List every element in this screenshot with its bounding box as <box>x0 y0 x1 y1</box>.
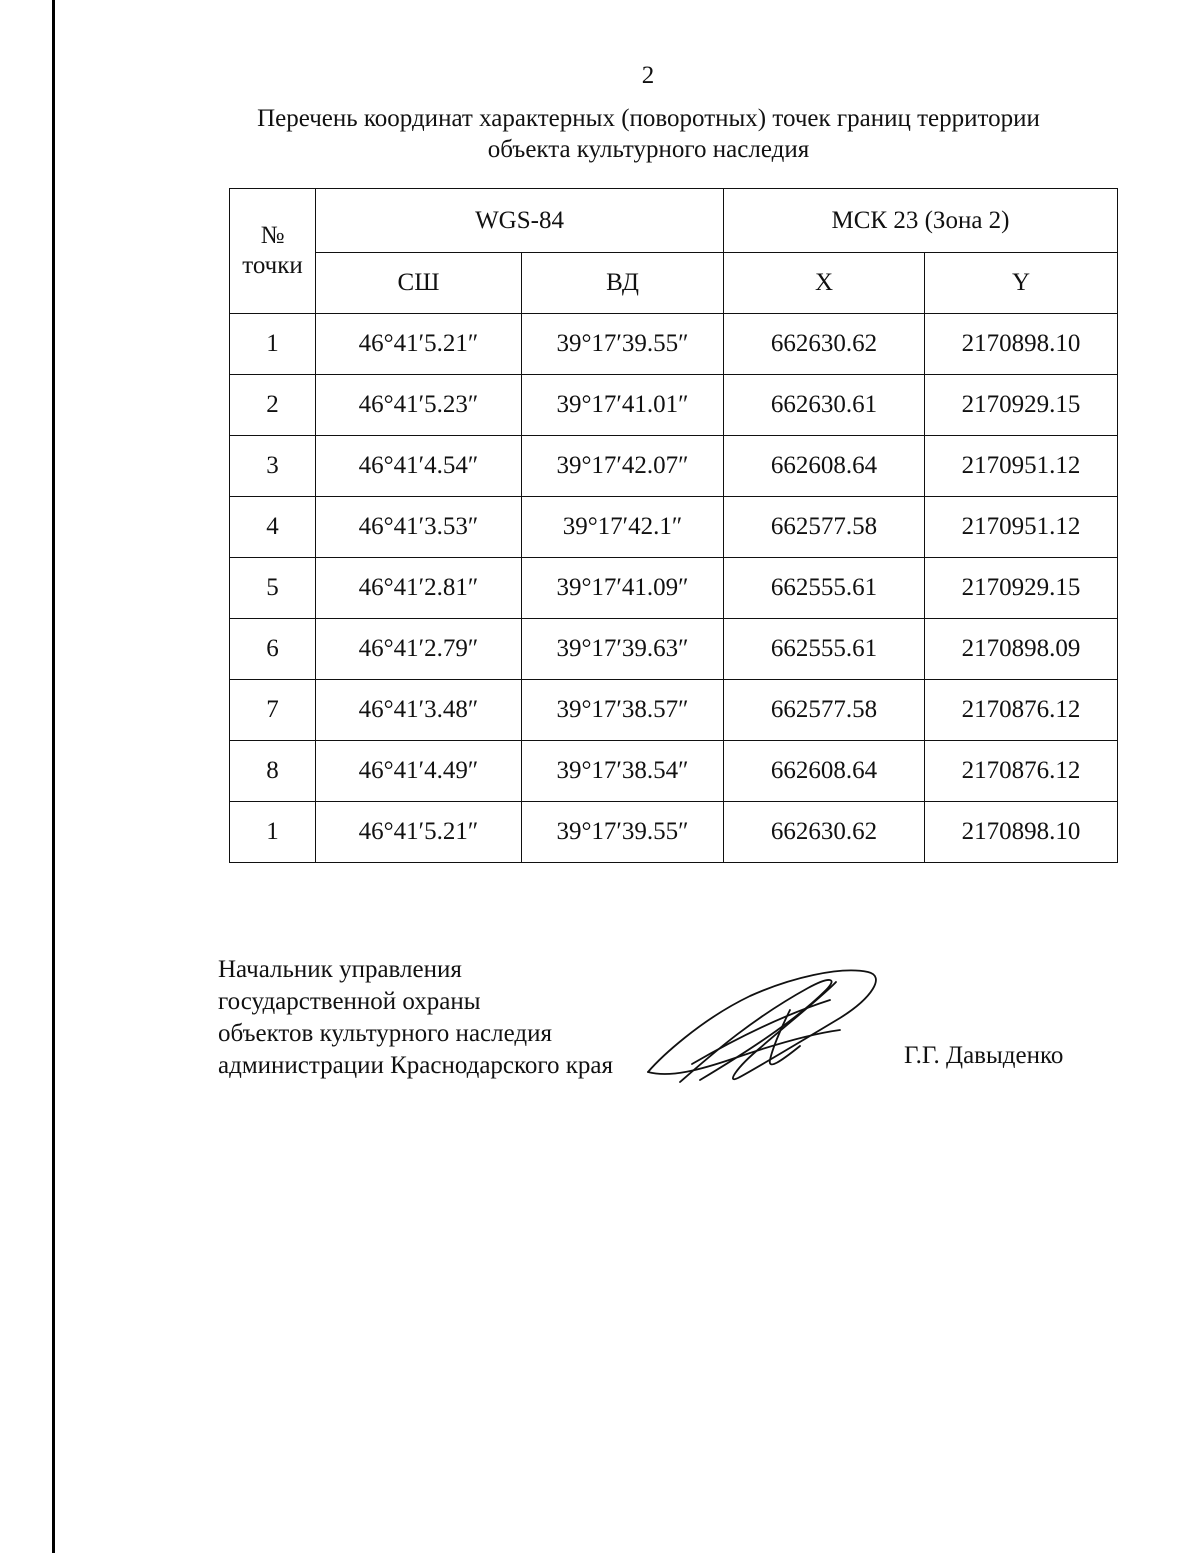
longitude-cell: 39°17′42.07″ <box>522 436 724 497</box>
title-line-1: Перечень координат характерных (поворотных) точек границ территории <box>257 105 1040 132</box>
longitude-cell: 39°17′39.63″ <box>522 619 724 680</box>
document-title <box>200 103 1097 165</box>
latitude-cell: 46°41′2.79″ <box>316 619 522 680</box>
table-subheader-row <box>230 253 1118 314</box>
table-row <box>230 436 1118 497</box>
longitude-cell: 39°17′41.01″ <box>522 375 724 436</box>
point-number-cell: 4 <box>230 497 316 558</box>
table-row <box>230 680 1118 741</box>
longitude-cell: 39°17′38.54″ <box>522 741 724 802</box>
point-number-header <box>230 189 316 314</box>
y-cell: 2170929.15 <box>925 375 1118 436</box>
longitude-cell: 39°17′42.1″ <box>522 497 724 558</box>
point-number-cell: 5 <box>230 558 316 619</box>
point-number-cell: 3 <box>230 436 316 497</box>
x-cell: 662630.62 <box>724 314 925 375</box>
x-header: X <box>724 253 925 314</box>
longitude-cell: 39°17′39.55″ <box>522 802 724 863</box>
x-cell: 662577.58 <box>724 497 925 558</box>
y-cell: 2170898.09 <box>925 619 1118 680</box>
page-number: 2 <box>641 62 655 89</box>
point-number-cell: 1 <box>230 802 316 863</box>
y-cell: 2170951.12 <box>925 436 1118 497</box>
point-number-cell: 1 <box>230 314 316 375</box>
y-cell: 2170929.15 <box>925 558 1118 619</box>
msk23-header: МСК 23 (Зона 2) <box>724 189 1118 253</box>
longitude-cell: 39°17′39.55″ <box>522 314 724 375</box>
latitude-header: СШ <box>316 253 522 314</box>
signer-position-line: государственной охраны <box>218 988 481 1015</box>
longitude-header: ВД <box>522 253 724 314</box>
y-cell: 2170876.12 <box>925 741 1118 802</box>
wgs84-header: WGS-84 <box>316 189 724 253</box>
point-number-cell: 2 <box>230 375 316 436</box>
y-cell: 2170898.10 <box>925 314 1118 375</box>
x-cell: 662555.61 <box>724 558 925 619</box>
longitude-cell: 39°17′41.09″ <box>522 558 724 619</box>
table-row <box>230 802 1118 863</box>
x-cell: 662630.62 <box>724 802 925 863</box>
signer-name: Г.Г. Давыденко <box>904 1042 1064 1069</box>
table-header-row <box>230 189 1118 253</box>
point-number-header-word: точки <box>242 252 303 279</box>
table-row <box>230 619 1118 680</box>
table-row <box>230 497 1118 558</box>
y-cell: 2170898.10 <box>925 802 1118 863</box>
y-cell: 2170951.12 <box>925 497 1118 558</box>
latitude-cell: 46°41′5.21″ <box>316 314 522 375</box>
latitude-cell: 46°41′4.49″ <box>316 741 522 802</box>
coordinates-table <box>229 188 1118 863</box>
point-number-cell: 7 <box>230 680 316 741</box>
x-cell: 662608.64 <box>724 436 925 497</box>
page-left-border <box>52 0 55 1553</box>
signer-position <box>218 954 613 1082</box>
latitude-cell: 46°41′3.48″ <box>316 680 522 741</box>
title-line-2: объекта культурного наследия <box>487 136 810 163</box>
table-row <box>230 558 1118 619</box>
handwritten-signature <box>640 960 890 1090</box>
signer-position-line: администрации Краснодарского края <box>218 1052 614 1079</box>
latitude-cell: 46°41′5.21″ <box>316 802 522 863</box>
x-cell: 662608.64 <box>724 741 925 802</box>
signer-position-line: Начальник управления <box>218 956 462 983</box>
point-number-cell: 6 <box>230 619 316 680</box>
table-row <box>230 375 1118 436</box>
y-cell: 2170876.12 <box>925 680 1118 741</box>
longitude-cell: 39°17′38.57″ <box>522 680 724 741</box>
latitude-cell: 46°41′2.81″ <box>316 558 522 619</box>
point-number-header-symbol: № <box>260 222 285 249</box>
latitude-cell: 46°41′4.54″ <box>316 436 522 497</box>
x-cell: 662555.61 <box>724 619 925 680</box>
signer-position-line: объектов культурного наследия <box>218 1020 552 1047</box>
latitude-cell: 46°41′5.23″ <box>316 375 522 436</box>
point-number-cell: 8 <box>230 741 316 802</box>
x-cell: 662630.61 <box>724 375 925 436</box>
y-header: Y <box>925 253 1118 314</box>
table-row <box>230 314 1118 375</box>
table-row <box>230 741 1118 802</box>
latitude-cell: 46°41′3.53″ <box>316 497 522 558</box>
x-cell: 662577.58 <box>724 680 925 741</box>
